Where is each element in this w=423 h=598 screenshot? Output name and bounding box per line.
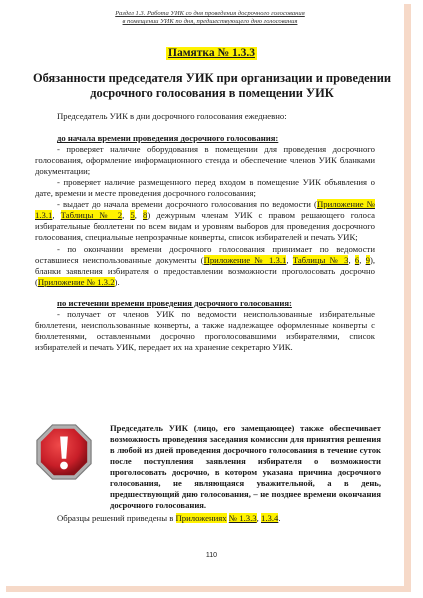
link-appendix-1-3-3[interactable]: № 1.3.3 [228,513,257,523]
separator: , [134,210,144,221]
section-2-title-text: по истечении времени проведения досрочного голосования: [57,297,292,308]
separator: , [122,210,131,221]
memo-title: Памятка № 1.3.3 [168,47,255,59]
callout-text: Председатель УИК (лицо, его замещающее) также обеспечивает возможность проведения заседания комиссии для принятия решения в любой из дней проведения досрочного голосования в течение суток после поступления заявления избирателя о возможности проголосовать досрочно, в котором указана причина досрочного голосования, не являющаяся уважительной, а в день, предшествующий дню голосования, – не позднее времени окончания досрочного голосования. [110,423,381,511]
memo-title-wrap [0,43,423,61]
link-table-2[interactable]: Таблицы № 2 [60,210,123,221]
running-head-line-2: в помещении УИК по дня, предшествующего дню голосования [122,18,298,26]
separator: , [256,513,261,523]
link-appendix-1-3-1[interactable]: Приложение № 1.3.1 [203,254,287,265]
link-table-9[interactable]: 9 [365,254,370,265]
separator: , [348,254,355,265]
section-1-item-4 [35,244,375,288]
running-head [40,10,380,27]
samples-text-pre: Образцы решений приведены в [57,513,176,523]
section-2-item-1: - получает от членов УИК по ведомости неиспользованные избирательные бюллетени, неиспользованные конверты, а также надлежащее оформленные конверты с бюллетенями, оставленными досрочно проголосовавшими избирателями, список избирателей и печать УИК, передает их на хранение секретарю УИК. [35,308,375,352]
section-1-title [35,133,375,144]
samples-highlight: Приложениях [175,513,227,523]
samples-paragraph [35,513,375,524]
item-3-text-pre: - выдает до начала времени досрочного голосования по ведомости ( [57,199,317,210]
exclamation-icon [35,423,93,481]
item-4-text-pre: - по окончании времени досрочного голосования принимает по ведомости оставшиеся неиспользованные документы ( [35,243,375,265]
item-3-text-post: ) дежурным членам УИК с правом решающего голоса избирательные бюллетени по всем видам и уровням выборов для проведения досрочного голосования, специальные непрозрачные конверты, список избирателей и печать УИК; [35,210,376,243]
section-2-title [35,298,375,309]
link-table-6[interactable]: 6 [354,254,360,265]
intro-paragraph: Председатель УИК в дни досрочного голосования ежедневно: [57,111,287,121]
running-head-line-1: Раздел 1.3. Работа УИК со дня проведения досрочного голосования [115,10,305,17]
item-4-text-post: ). [114,276,120,287]
document-body [35,111,375,353]
samples-text-post: . [278,513,281,523]
separator: , [286,254,293,265]
link-appendix-1-3-2[interactable]: Приложение № 1.3.2 [37,276,115,287]
page-heading: Обязанности председателя УИК при организации и проведении досрочного голосования в помещении УИК [32,71,392,100]
separator: , [359,254,366,265]
section-1-item-3 [35,199,375,243]
link-table-8[interactable]: 8 [143,210,148,221]
link-table-5[interactable]: 5 [130,210,135,221]
item-4-text-mid: ), бланки заявления избирателя о предоставлении возможности проголосовать досрочно ( [35,254,376,287]
link-appendix-1-3-1[interactable]: Приложение № 1.3.1 [35,199,375,221]
page-number: 110 [205,552,218,559]
link-appendix-1-3-4[interactable]: 1.3.4 [260,513,279,523]
section-1-item-1: - проверяет наличие оборудования в помещении для проведения досрочного голосования, оформление информационного стенда и обеспечение членов УИК бланками документации; [35,144,375,177]
section-1-title-text: до начала времени проведения досрочного голосования: [57,133,279,144]
separator: , [52,210,61,221]
link-table-3[interactable]: Таблицы № 3 [292,254,349,265]
section-1-item-2: - проверяет наличие размещенного перед входом в помещение УИК объявления о дате, времени и месте проведения досрочного голосования; [35,177,375,199]
